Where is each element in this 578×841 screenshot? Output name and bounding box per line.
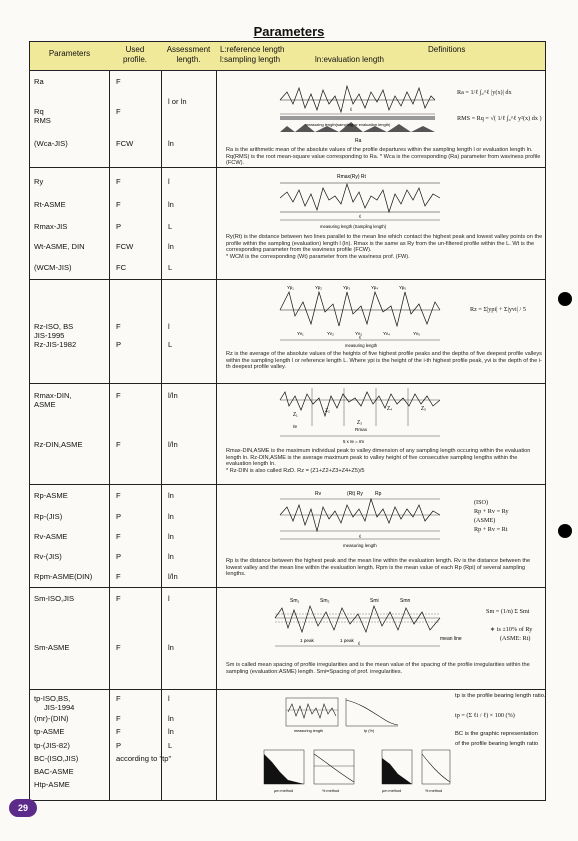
rms-formula: RMS = Rq = √( 1/ℓ ∫₀^ℓ y²(x) dx ) <box>457 115 542 122</box>
profile-value: F <box>116 594 121 603</box>
fig-label: Smn <box>400 598 411 604</box>
fig-label: (Rt) Ry <box>347 491 363 497</box>
param-label: Sm-ISO,JIS <box>34 594 75 603</box>
length-value: l <box>168 177 170 186</box>
fig-label: Yp₃ <box>343 285 351 290</box>
header-used-profile <box>109 45 161 65</box>
fig-label: Z₁ <box>293 412 298 418</box>
length-value: ln <box>168 139 174 148</box>
length-value: l/ln <box>168 440 178 449</box>
header-used-profile-line1: Used <box>125 45 145 54</box>
table-row-rp <box>30 485 545 588</box>
fig-label: μm method <box>382 789 402 793</box>
fig-label: measuring length (Sampling length) <box>320 224 387 229</box>
bc-note: BC is the graphic representation <box>455 731 538 737</box>
profile-value: F <box>116 532 121 541</box>
length-value: ln <box>168 512 174 521</box>
profile-value: F <box>116 572 121 581</box>
length-value: L <box>168 222 173 231</box>
profile-value: FCW <box>116 139 134 148</box>
profile-value: F <box>116 177 121 186</box>
fig-label: Yp₅ <box>399 285 407 290</box>
length-value: l <box>168 594 170 603</box>
param-label: Rz-DIN,ASME <box>34 440 83 449</box>
fig-label: % method <box>322 789 340 793</box>
parameters-table <box>29 41 546 801</box>
fig-label: mean line <box>440 636 462 642</box>
fig-label: Z₄ <box>387 406 393 412</box>
fig-label: Ra <box>355 138 362 144</box>
fig-label: ℓ <box>359 534 362 540</box>
fig-label: Yv₁ <box>297 331 304 336</box>
header-evaluation-length: ln:evaluation length <box>315 55 384 64</box>
fig-label: ℓ <box>350 107 353 113</box>
profile-value: F <box>116 322 121 331</box>
sm-formula: Sm = (1/n) Σ Smi <box>486 608 530 615</box>
fig-label: Smi <box>370 598 379 604</box>
rz-description: Rz is the average of the absolute values of the heights of five highest profile peaks and the depths of five deepest profile valleys within the sampling length l or reference length L. Where ypi is the height of the i-th highest profile peak, yvi is the depth of the i-th deepest profile valley. <box>226 351 542 371</box>
profile-value: F <box>116 694 121 703</box>
param-label: Wt-ASME, DIN <box>34 242 85 251</box>
fig-label: Rv <box>315 491 322 497</box>
param-label: tp-ASME <box>34 727 65 736</box>
tp-formula: tp = (Σ ℓi / ℓ) × 100 (%) <box>455 712 515 719</box>
rp-formula: (ISO) <box>474 499 489 506</box>
param-label: (WCM-JIS) <box>34 263 72 272</box>
fig-label: measuring length <box>343 543 377 548</box>
header-reference-length: L:reference length <box>220 45 285 54</box>
header-used-profile-line2: profile. <box>122 55 147 64</box>
fig-label: measuring length <box>345 343 378 348</box>
header-assessment-length <box>161 45 216 65</box>
param-label: Rp-(JIS) <box>34 512 63 521</box>
table-row-tp <box>30 690 545 802</box>
sm-formula: ∗ is ±10% of Ry <box>490 626 533 633</box>
profile-value: F <box>116 714 121 723</box>
rz-formula: Rz = Σ|ypi| + Σ|yvi| / 5 <box>470 306 526 313</box>
length-value: ln <box>168 532 174 541</box>
fig-label: Rmax <box>355 427 367 432</box>
tp-note: tp is the profile bearing length ratio. <box>455 693 546 699</box>
length-value: L <box>168 340 173 349</box>
sm-profile-diagram <box>270 594 470 656</box>
table-row-ra <box>30 71 545 168</box>
length-value: l or ln <box>168 97 187 106</box>
length-value: L <box>168 741 173 750</box>
profile-value: P <box>116 340 122 349</box>
param-label: Ra <box>34 77 44 86</box>
tp-bearing-diagrams <box>222 692 452 800</box>
length-value: ln <box>168 643 174 652</box>
rmax-din-profile-diagram <box>275 386 445 446</box>
ra-profile-diagram <box>275 74 440 144</box>
table-row-rz <box>30 280 545 384</box>
sm-description: Sm is called mean spacing of profile irregularities and is the mean value of the spacing of the profile irregularities within the sampling (evaluation:ASME) length. Smi=Spacing of prof. irregularities. <box>226 662 530 675</box>
param-label: Rz-ISO, BS <box>34 322 74 331</box>
fig-label: ℓe <box>293 424 298 429</box>
fig-label: measuring length(sampling or evaluation length) <box>305 122 391 127</box>
param-label: Rv-(JIS) <box>34 552 62 561</box>
param-label: BC-(ISO,JIS) <box>34 754 79 763</box>
ry-description: Ry(Rt) is the distance between two lines parallel to the mean line which contact the highest peak and lowest valley points on the profile within the sampling (evaluation) length l (ln). Rmax is the same as Ry from the un-filtered profile within the L. Wt is the corresponding parameter from the waviness profile (FCW). * WCM is the corresponding (Wt) parameter from the waviness prof. (FW). <box>226 234 543 260</box>
param-label: (mr)-(DIN) <box>34 714 69 723</box>
rmax-din-description: Rmax-DIN,ASME is the maximum individual peak to valley dimension of any sampling length occuring within the evaluation length ln. Rz-DIN,ASME is the average maximum peak to valley height of five consecutive sampling lengths within the evaluation length ln. * Rz-DIN is also called RzD. Rz = (Z1+Z2+Z3+Z4+Z5)/5 <box>226 448 531 474</box>
param-label: Rpm-ASME(DIN) <box>34 572 93 581</box>
profile-value: F <box>116 107 121 116</box>
ry-profile-diagram <box>275 170 445 232</box>
profile-value: F <box>116 391 121 400</box>
fig-label: Z₂ <box>325 408 330 414</box>
fig-label: Yv₅ <box>413 331 420 336</box>
param-label: (Wca-JIS) <box>34 139 68 148</box>
length-value: ln <box>168 552 174 561</box>
rp-profile-diagram <box>275 487 445 553</box>
length-value: l <box>168 694 170 703</box>
param-label: Rv-ASME <box>34 532 68 541</box>
table-row-ry <box>30 168 545 280</box>
param-label: Htp-ASME <box>34 780 70 789</box>
length-value: l/ln <box>168 391 178 400</box>
rz-profile-diagram <box>275 282 445 348</box>
bc-note: of the profile bearing length ratio <box>455 741 539 747</box>
table-row-rmax-din <box>30 384 545 485</box>
rp-formula: (ASME) <box>474 517 496 524</box>
param-label: Rmax-DIN, <box>34 391 72 400</box>
fig-label: Z₃ <box>357 420 363 426</box>
binder-hole <box>558 524 572 538</box>
table-row-sm <box>30 588 545 690</box>
fig-label: μm method <box>274 789 294 793</box>
fig-label: % method <box>425 789 443 793</box>
param-label: tp-ISO,BS, <box>34 694 71 703</box>
header-parameters: Parameters <box>48 49 91 58</box>
param-label: JIS-1995 <box>34 331 65 340</box>
param-label: Rmax-JIS <box>34 222 68 231</box>
page-number: 29 <box>9 799 37 817</box>
param-label: tp-(JIS-82) <box>34 741 70 750</box>
fig-label: 5 x ℓe = ℓm <box>343 439 365 444</box>
param-label: Sm-ASME <box>34 643 70 652</box>
fig-label: measuring length <box>294 729 324 733</box>
fig-label: Yv₄ <box>383 331 390 336</box>
profile-note: according to "tp" <box>116 754 172 763</box>
length-value: l/ln <box>168 572 178 581</box>
fig-label: Rmax(Ry) Rt <box>337 174 366 180</box>
fig-label: ℓ <box>359 335 362 341</box>
page-title: Parameters <box>253 24 325 39</box>
length-value: ln <box>168 727 174 736</box>
rp-formula: Rp + Rv = Ry <box>474 508 509 515</box>
fig-label: tp (%) <box>364 729 375 733</box>
rp-formula: Rp + Rv = Rt <box>474 526 508 533</box>
param-label: Rq <box>34 107 44 116</box>
length-value: ln <box>168 714 174 723</box>
fig-label: 1 peak <box>340 638 354 643</box>
fig-label: ℓ <box>359 214 362 220</box>
profile-value: P <box>116 512 122 521</box>
fig-label: Yv₃ <box>355 331 362 336</box>
fig-label: Z₅ <box>421 406 427 412</box>
profile-value: P <box>116 552 122 561</box>
header-assessment-line2: length. <box>176 55 201 64</box>
header-assessment-line1: Assessment <box>166 45 211 54</box>
length-value: l <box>168 322 170 331</box>
header-definitions: Definitions <box>428 45 466 54</box>
fig-label: 1 peak <box>300 638 314 643</box>
profile-value: P <box>116 741 122 750</box>
fig-label: Yp₁ <box>287 285 294 290</box>
profile-value: F <box>116 491 121 500</box>
fig-label: Yp₄ <box>371 285 379 290</box>
profile-value: FC <box>116 263 127 272</box>
fig-label: Yp₂ <box>315 285 323 290</box>
profile-value: F <box>116 643 121 652</box>
length-value: L <box>168 263 173 272</box>
ra-formula: Ra = 1/ℓ ∫₀^ℓ |y(x)| dx <box>457 89 512 96</box>
param-label: Rz-JIS-1982 <box>34 340 77 349</box>
fig-label: Rp <box>375 491 382 497</box>
param-label: Rp-ASME <box>34 491 68 500</box>
param-label: Rt-ASME <box>34 200 66 209</box>
param-label: ASME <box>34 400 56 409</box>
sm-formula: (ASME: Rt) <box>500 635 531 642</box>
fig-label: ℓ <box>358 641 361 647</box>
profile-value: F <box>116 440 121 449</box>
fig-label: Sm₁ <box>290 598 300 604</box>
param-label: JIS-1994 <box>44 703 75 712</box>
length-value: ln <box>168 200 174 209</box>
ra-description: Ra is the arithmetic mean of the absolute values of the profile departures within the sampling length l or evaluation length ln. Rq(RMS) is the root mean-square value corresponding to Ra. * Wca is the corresponding (Ra) parameter from waviness profile (FCW). <box>226 147 541 167</box>
param-label: Ry <box>34 177 44 186</box>
binder-hole <box>558 292 572 306</box>
table-header <box>30 42 545 71</box>
rp-description: Rp is the distance between the highest peak and the mean line within the evaluation length. Rv is the distance between the lowest valley and the mean line within the evaluation length. Rpm is the mean value of each Rp (Rpi) of several sampling lengths. <box>226 558 531 578</box>
length-value: ln <box>168 491 174 500</box>
param-label: RMS <box>34 116 51 125</box>
profile-value: F <box>116 200 121 209</box>
profile-value: P <box>116 222 122 231</box>
fig-label: Yv₂ <box>327 331 334 336</box>
param-label: BAC-ASME <box>34 767 74 776</box>
fig-label: Sm₂ <box>320 598 330 604</box>
profile-value: F <box>116 77 121 86</box>
profile-value: F <box>116 727 121 736</box>
header-sampling-length: l:sampling length <box>220 55 281 64</box>
length-value: ln <box>168 242 174 251</box>
profile-value: FCW <box>116 242 134 251</box>
